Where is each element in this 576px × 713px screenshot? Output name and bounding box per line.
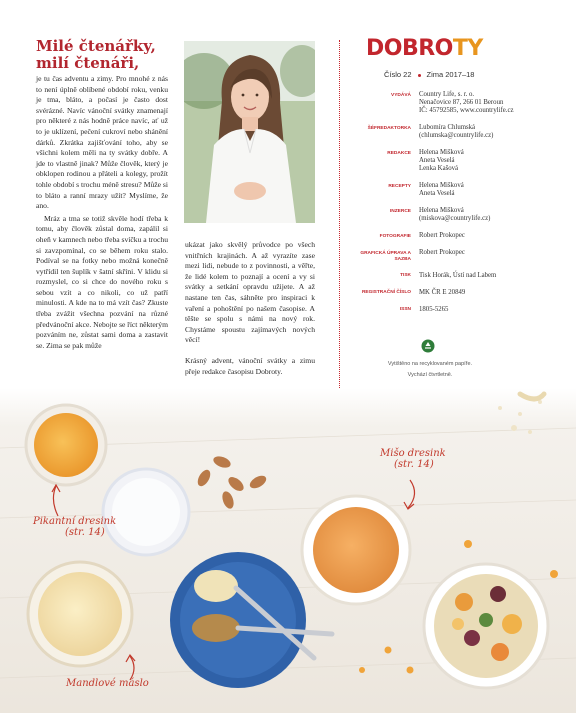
issue-season: Zima 2017–18 — [426, 70, 475, 79]
credit-value — [419, 149, 464, 173]
column-divider — [339, 40, 340, 408]
credit-label: ISSN — [399, 307, 411, 312]
editorial-title — [36, 38, 176, 72]
miso-dressing-label — [380, 448, 446, 470]
credit-line: Helena Mišková — [419, 182, 464, 189]
credit-row — [344, 232, 564, 240]
editorial-column-1 — [36, 74, 168, 351]
food-photo — [0, 388, 576, 713]
credit-label: TISK — [400, 273, 411, 278]
logo-part-ty: TY — [452, 36, 483, 61]
bullet-icon — [418, 74, 421, 77]
editorial-column-2 — [185, 240, 315, 398]
credit-label: VYDÁVÁ — [391, 92, 411, 98]
spicy-dressing-label — [33, 516, 116, 538]
credit-row — [344, 149, 564, 173]
credit-label: GRAFICKÁ ÚPRAVA A SAZBA — [360, 250, 411, 262]
paragraph: ukázat jako skvělý průvodce po všech vnitřních krajinách. A až vyrazíte zase mezi lidi, nebude to z povinnosti, a věřte, že lidé kolem to poznají a ocení a vy si svátky a setkání opravdu užijete. A až nastane ten čas, sáhněte pro inspiraci k vaření a pohoštění po našem časopise. A těšte se spolu s námi na nový rok. Chystáme spoustu zajímavých nových věcí! — [185, 240, 315, 345]
credit-line: Lubomíra Chlumská — [419, 124, 476, 131]
paragraph: Krásný advent, vánoční svátky a zimu přeje redakce časopisu Dobroty. — [185, 355, 315, 376]
empty-glass-jar — [103, 469, 189, 555]
credit-value — [419, 249, 465, 263]
credit-line: Nenačovice 87, 266 01 Beroun — [419, 99, 504, 106]
miso-dressing-bowl — [302, 496, 410, 604]
credit-line: Aneta Veselá — [419, 190, 455, 197]
credits-list — [344, 91, 564, 323]
credit-value — [419, 306, 448, 314]
portrait-illustration — [184, 41, 315, 223]
credit-label: REDAKCE — [387, 150, 411, 156]
credit-line: (miskova@countrylife.cz) — [419, 215, 491, 222]
credit-value — [419, 207, 490, 223]
issue-info — [384, 70, 474, 79]
credit-label: FOTOGRAFIE — [379, 233, 411, 239]
credit-value — [419, 232, 465, 240]
print-notes — [360, 359, 500, 381]
title-line-2: milí čtenáři, — [36, 54, 140, 72]
credit-label: RECEPTY — [388, 183, 411, 189]
editor-portrait — [184, 41, 315, 223]
magazine-logo — [366, 36, 483, 61]
almond-butter-label — [66, 678, 149, 689]
credit-row — [344, 289, 564, 297]
credit-line: Robert Prokopec — [419, 232, 465, 239]
credit-value — [419, 182, 464, 198]
logo-part-dobro: DOBRO — [366, 36, 453, 61]
recycled-note: Vytištěno na recyklovaném papíře. — [387, 361, 473, 367]
spicy-dressing-name: Pikantní dresink — [33, 516, 117, 527]
paragraph: je tu čas adventu a zimy. Pro mnohé z nás to není úplně oblíbené období roku, venku je tma, bláto, a počasí je často dost svérázné. Navíc vánoční svátky znamenají pro některé z nás hodně práce navíc, ať už to je uklízení, pečení cukroví nebo shánění dárků. Zkrátka zajišťování toho, aby se všichni kolem měli na ty svátky dobře. A jde to vlastně jinak? Může člověk, který je obklopen rodinou a přáteli a kolegy, prožít tohle období s trochu méně stresu? Může si to bláto a ranní mrazy užít? Myslíme, že ano. — [36, 74, 168, 211]
credit-row — [344, 207, 564, 223]
spicy-dressing-jar — [26, 405, 106, 485]
issue-number: Číslo 22 — [384, 70, 412, 79]
credit-label: REGISTRAČNÍ ČÍSLO — [361, 290, 411, 295]
spicy-dressing-page: (str. 14) — [65, 527, 105, 538]
credit-label: ŠÉFREDAKTORKA — [367, 125, 411, 131]
credit-line: Helena Mišková — [419, 149, 464, 156]
almond-butter-jar — [28, 562, 132, 666]
credit-line: 1805-5265 — [419, 305, 449, 313]
credit-value — [419, 289, 465, 297]
frequency-note: Vychází čtvrtletně. — [407, 372, 453, 378]
paragraph: Mráz a tma se totiž skvěle hodí třeba k tomu, aby člověk zůstal doma, zapálil si oheň v kamnech nebo třeba svíčku a trochu si zavzpomínal, co se během roku stalo. Podíval se na fotky nebo možná konečně vytřídil ten šuplík v šatní skříni. V klidu si rozmyslel, co si chce do nového roku s sebou vzít a co nikoli, co už patří minulosti. A kde na to má vzít čas? Zkuste třeba zvážit všechna pozvání na různé předvánoční akce. Nebojte se říct některým pozváním ne, zůstat sami doma a zastavit se. Zima se pak může — [36, 213, 168, 350]
credit-line: Lenka Kašová — [419, 165, 459, 172]
credit-value — [419, 272, 496, 280]
credit-line: Country Life, s. r. o. — [419, 91, 475, 98]
credit-line: MK ČR E 20849 — [419, 288, 466, 296]
credit-line: Tisk Horák, Ústí nad Labem — [419, 271, 497, 279]
credit-row — [344, 124, 564, 140]
credit-row — [344, 249, 564, 263]
credit-value — [419, 124, 493, 140]
miso-dressing-page: (str. 14) — [394, 459, 434, 470]
miso-dressing-name: Mišo dresink — [380, 448, 446, 459]
credit-line: IČ: 45792585, www.countrylife.cz — [419, 107, 514, 114]
almond-butter-name: Mandlové máslo — [66, 678, 149, 689]
credit-row — [344, 306, 564, 314]
recycled-paper-icon — [421, 339, 435, 353]
credit-line: (chlumska@countrylife.cz) — [419, 132, 494, 139]
credit-row — [344, 91, 564, 115]
credit-line: Robert Prokopec — [419, 249, 465, 256]
credit-row — [344, 182, 564, 198]
credit-value — [419, 91, 514, 115]
credit-line: Helena Mišková — [419, 207, 464, 214]
title-line-1: Milé čtenářky, — [36, 37, 156, 55]
credit-label: INZERCE — [389, 208, 411, 214]
credit-line: Aneta Veselá — [419, 157, 455, 164]
credit-row — [344, 272, 564, 280]
salad-bowl — [424, 564, 548, 688]
